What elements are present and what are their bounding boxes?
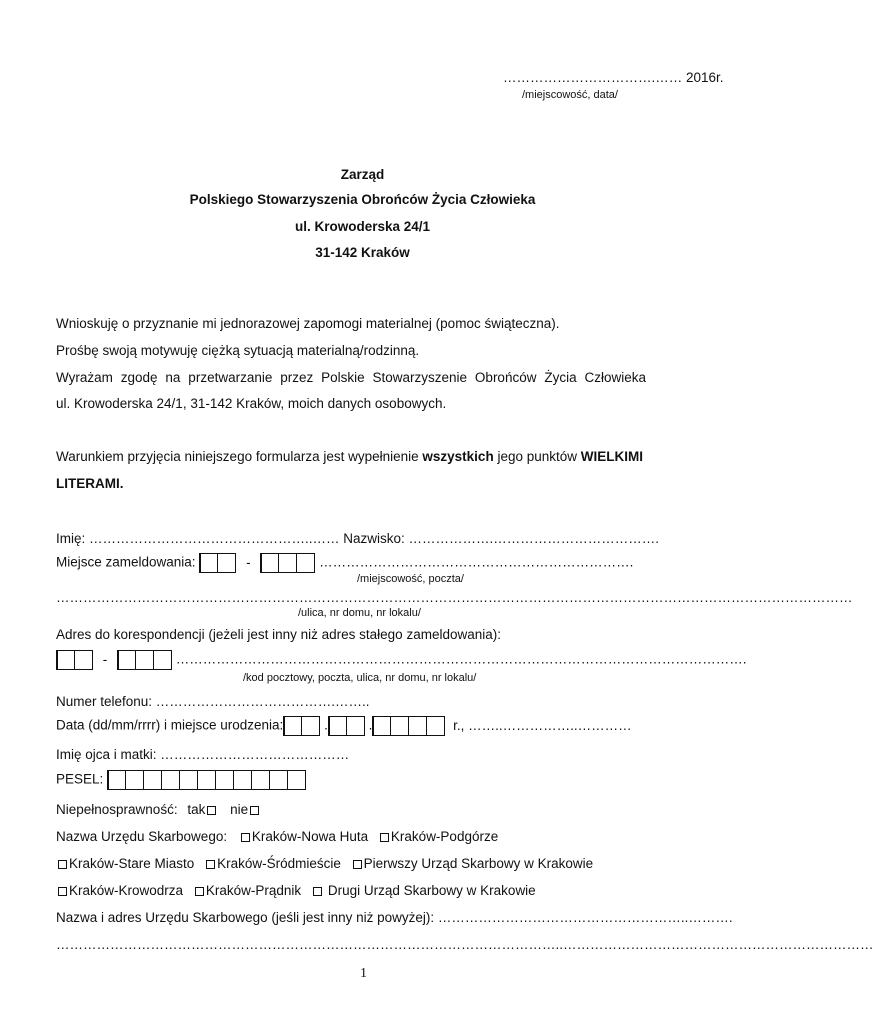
tax-office-option-srodmiescie: Kraków-Śródmieście xyxy=(217,856,341,871)
tax-office-checkbox-krowodrza[interactable] xyxy=(58,887,67,896)
tax-office-address-field[interactable]: Nazwa i adres Urzędu Skarbowego (jeśli jest inny niż powyżej): ………………………………………………..………. xyxy=(56,910,733,925)
birth-place-field[interactable]: r., ……..……………..………… xyxy=(453,717,632,733)
corr-postal-second-boxes[interactable] xyxy=(117,650,172,670)
tax-office-option-nowa-huta: Kraków-Nowa Huta xyxy=(251,829,369,844)
tax-office-checkbox-pradnik[interactable] xyxy=(195,887,204,896)
notice-line2: LITERAMI. xyxy=(56,476,124,491)
postal-code-first-boxes[interactable] xyxy=(199,553,236,573)
registration-label: Miejsce zameldowania: xyxy=(56,554,196,570)
tax-office-checkbox-drugi[interactable] xyxy=(313,887,322,896)
phone-field[interactable]: Numer telefonu: ………………………………….…….. xyxy=(56,694,370,709)
parents-names-field[interactable]: Imię ojca i matki: …………………………………… xyxy=(56,747,350,762)
registration-place-field[interactable]: ……………………………………………………………. xyxy=(319,554,634,570)
name-surname-field[interactable]: Imię: …………………………………………..…… Nazwisko: ……………….………………………………. xyxy=(56,531,660,546)
consent-paragraph-line1: Wyrażam zgodę na przetwarzanie przez Polskie Stowarzyszenie Obrońców Życia Człowieka xyxy=(56,370,646,385)
tax-office-row-2 xyxy=(56,856,593,871)
tax-office-checkbox-srodmiescie[interactable] xyxy=(206,860,215,869)
tax-office-option-drugi: Drugi Urząd Skarbowy w Krakowie xyxy=(327,883,536,898)
disability-yes-checkbox[interactable] xyxy=(207,806,216,815)
notice-bold-capital: WIELKIMI xyxy=(580,449,644,464)
addressee-line-2: Polskiego Stowarzyszenia Obrońców Życia Człowieka xyxy=(189,192,536,207)
disability-no-label: nie xyxy=(230,802,249,817)
disability-no-checkbox[interactable] xyxy=(250,806,259,815)
tax-office-checkbox-pierwszy[interactable] xyxy=(353,860,362,869)
notice-line1 xyxy=(56,449,643,464)
correspondence-caption: /kod pocztowy, poczta, ulica, nr domu, nr lokalu/ xyxy=(243,672,477,684)
notice-text-2: jego punktów xyxy=(493,449,581,464)
disability-row xyxy=(56,802,261,817)
pesel-boxes[interactable] xyxy=(107,770,306,790)
tax-office-option-krowodrza: Kraków-Krowodrza xyxy=(69,883,184,898)
correspondence-address-field[interactable]: ………………………………………………………………………………………………………………. xyxy=(175,651,747,667)
pesel-row xyxy=(56,770,306,790)
street-field[interactable]: …………………………………………………………………………………………………………………………………………………………… xyxy=(56,590,853,605)
disability-label: Niepełnosprawność: xyxy=(56,802,178,817)
postal-dash: - xyxy=(246,554,251,570)
request-paragraph: Wnioskuję o przyznanie mi jednorazowej zapomogi materialnej (pomoc świąteczna). xyxy=(56,316,560,331)
corr-postal-dash: - xyxy=(102,651,108,667)
tax-office-option-pradnik: Kraków-Prądnik xyxy=(205,883,302,898)
postal-code-second-boxes[interactable] xyxy=(260,553,315,573)
birth-row xyxy=(56,716,632,736)
tax-office-checkbox-podgorze[interactable] xyxy=(380,833,389,842)
place-date-field: …………………………….…… 2016r. xyxy=(503,70,724,85)
birth-day-boxes[interactable] xyxy=(283,716,320,736)
notice-text: Warunkiem przyjęcia niniejszego formularza jest wypełnienie xyxy=(56,449,423,464)
pesel-label: PESEL: xyxy=(56,771,104,787)
tax-office-checkbox-stare-miasto[interactable] xyxy=(58,860,67,869)
correspondence-row xyxy=(56,650,747,670)
page-number: 1 xyxy=(360,966,367,981)
tax-office-label: Nazwa Urzędu Skarbowego: xyxy=(56,829,228,844)
tax-office-option-pierwszy: Pierwszy Urząd Skarbowy w Krakowie xyxy=(363,856,594,871)
addressee-line-3: ul. Krowoderska 24/1 xyxy=(294,219,431,234)
birth-month-boxes[interactable] xyxy=(328,716,365,736)
tax-office-checkbox-nowa-huta[interactable] xyxy=(241,833,250,842)
birth-label: Data (dd/mm/rrrr) i miejsce urodzenia: xyxy=(56,717,284,733)
birth-dot-1: . xyxy=(324,717,328,733)
street-caption: /ulica, nr domu, nr lokalu/ xyxy=(298,607,421,619)
disability-yes-label: tak xyxy=(187,802,206,817)
tax-office-address-continuation[interactable]: …………………………………………………………………………………………………..…………………………………………………………… xyxy=(56,937,874,952)
place-date-caption: /miejscowość, data/ xyxy=(522,89,618,101)
tax-office-row-3 xyxy=(56,883,536,898)
birth-year-boxes[interactable] xyxy=(372,716,445,736)
corr-postal-first-boxes[interactable] xyxy=(56,650,93,670)
registration-row xyxy=(56,553,633,573)
notice-bold-all: wszystkich xyxy=(422,449,494,464)
birth-dot-2: . xyxy=(368,717,373,733)
tax-office-row-1 xyxy=(56,829,498,844)
tax-office-option-stare-miasto: Kraków-Stare Miasto xyxy=(69,856,195,871)
registration-caption: /miejscowość, poczta/ xyxy=(357,573,464,585)
tax-office-option-podgorze: Kraków-Podgórze xyxy=(390,829,499,844)
consent-paragraph-line2: ul. Krowoderska 24/1, 31-142 Kraków, moich danych osobowych. xyxy=(56,396,447,411)
addressee-line-1: Zarząd xyxy=(340,167,385,182)
correspondence-label: Adres do korespondencji (jeżeli jest inny niż adres stałego zameldowania): xyxy=(56,627,501,642)
justification-paragraph: Prośbę swoją motywuję ciężką sytuacją materialną/rodzinną. xyxy=(56,343,420,358)
addressee-line-4: 31-142 Kraków xyxy=(315,245,410,260)
